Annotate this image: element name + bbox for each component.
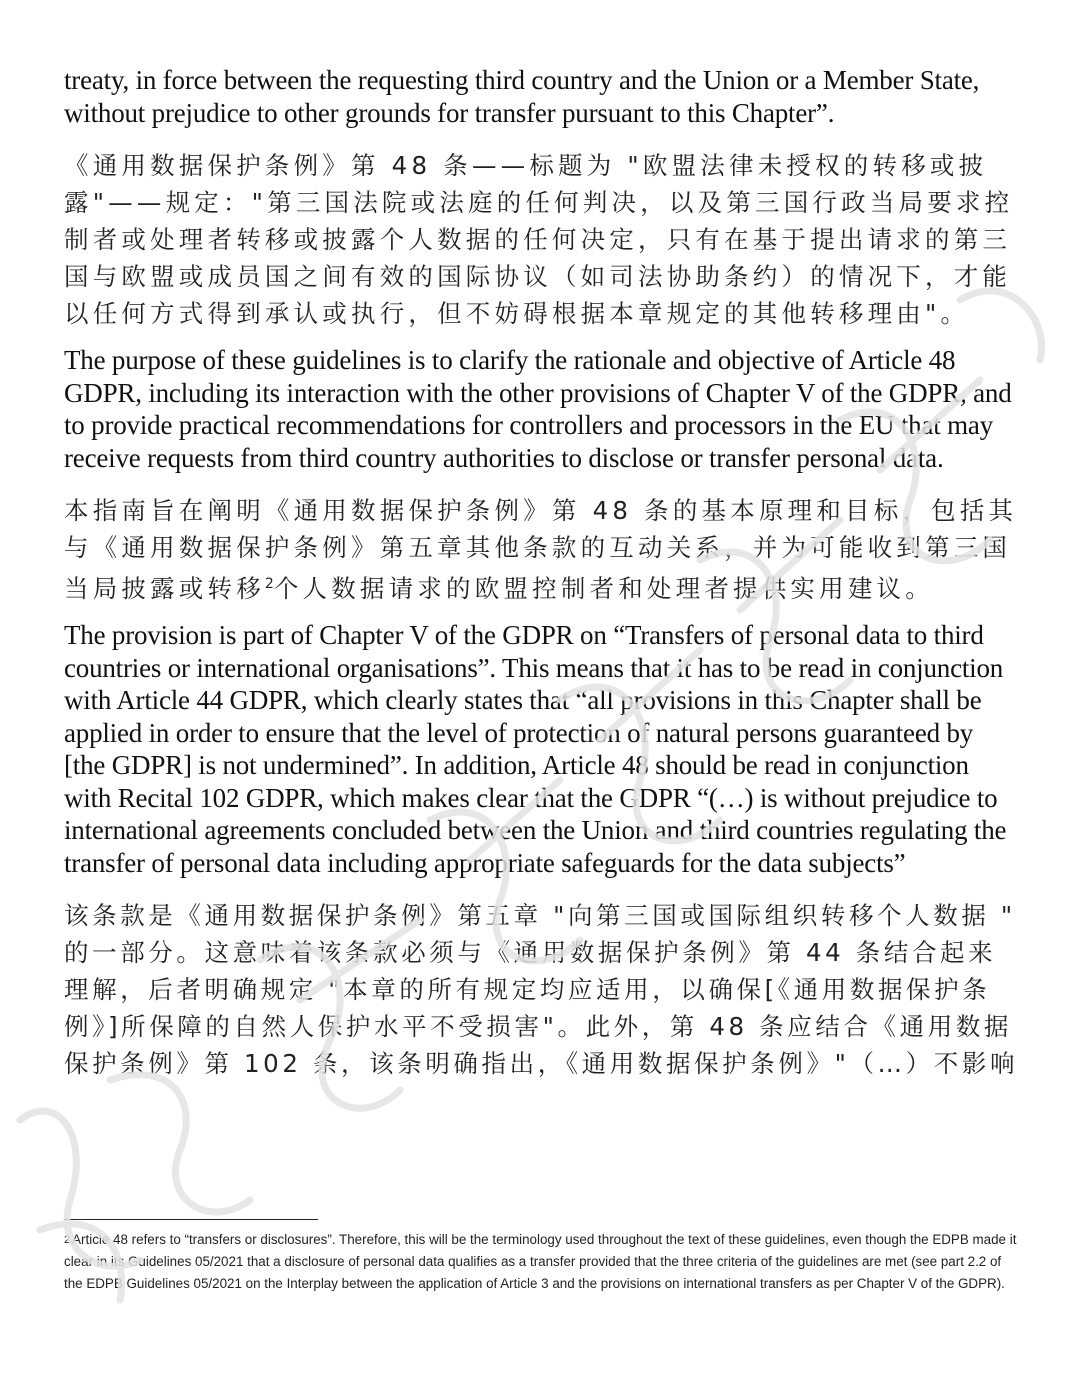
footnote-divider <box>64 1219 318 1220</box>
paragraph-english-3: The provision is part of Chapter V of the GDPR on “Transfers of personal data to third countries or international organisations”. This means that it has to be read in conjunction with Article 44 GDPR, which clearly states that “all provisions in this Chapter shall be applied in order to ensure that the level of protection of natural persons guaranteed by [the GDPR] is not undermined”. In addition, Article 48 should be read in conjunction with Recital 102 GDPR, which makes clear that the GDPR “(…) is without prejudice to international agreements concluded between the Union and third countries regulating the transfer of personal data including appropriate safeguards for the data subjects” <box>64 620 1007 878</box>
document-body <box>64 64 1019 1094</box>
paragraph-chinese-2 <box>64 492 1019 607</box>
paragraph-chinese-3: 该条款是《通用数据保护条例》第五章 "向第三国或国际组织转移个人数据 " 的一部分。这意味着该条款必须与《通用数据保护条例》第 44 条结合起来理解，后者明确规定 "本章的所有规定均应适用，以确保[《通用数据保护条例》]所保障的自然人保护水平不受损害"。此外，第 48 条应结合《通用数据保护条例》第 102 条，该条明确指出，《通用数据保护条例》"（…）不影响 <box>64 901 1019 1079</box>
footnote-reference[interactable]: 2 <box>264 576 274 592</box>
footnote-number: 2 <box>64 1234 71 1246</box>
paragraph-chinese-2-part-a: 本指南旨在阐明《通用数据保护条例》第 48 条的基本原理和目标，包括其与《通用数据保护条例》第五章其他条款的互动关系，并为可能收到第三国当局披露或转移 <box>64 496 1018 604</box>
paragraph-chinese-2-part-b: 个人数据请求的欧盟控制者和处理者提供实用建议。 <box>273 574 934 604</box>
paragraph-english-2: The purpose of these guidelines is to clarify the rationale and objective of Article 48 GDPR, including its interaction with the other provisions of Chapter V of the GDPR, and to provide practical recommendations for controllers and processors in the EU that may receive requests from third country authorities to disclose or transfer personal data. <box>64 345 1012 473</box>
paragraph-chinese-1: 《通用数据保护条例》第 48 条——标题为 "欧盟法律未授权的转移或披露"——规定："第三国法院或法庭的任何判决，以及第三国行政当局要求控制者或处理者转移或披露个人数据的任何决定，只有在基于提出请求的第三国与欧盟或成员国之间有效的国际协议（如司法协助条约）的情况下，才能以任何方式得到承认或执行，但不妨碍根据本章规定的其他转移理由"。 <box>64 151 1014 328</box>
footnote <box>64 1229 1019 1295</box>
paragraph-english-1: treaty, in force between the requesting third country and the Union or a Member State, without prejudice to other grounds for transfer pursuant to this Chapter”. <box>64 65 980 128</box>
footnote-text: Article 48 refers to “transfers or disclosures”. Therefore, this will be the terminology used throughout the text of these guidelines, even though the EDPB made it clear in its Guidelines 05/2021 that a disclosure of personal data qualifies as a transfer provided that the three criteria of the guidelines are met (see part 2.2 of the EDPB Guidelines 05/2021 on the Interplay between the application of Article 3 and the provisions on international transfers as per Chapter V of the GDPR). <box>64 1232 1017 1291</box>
